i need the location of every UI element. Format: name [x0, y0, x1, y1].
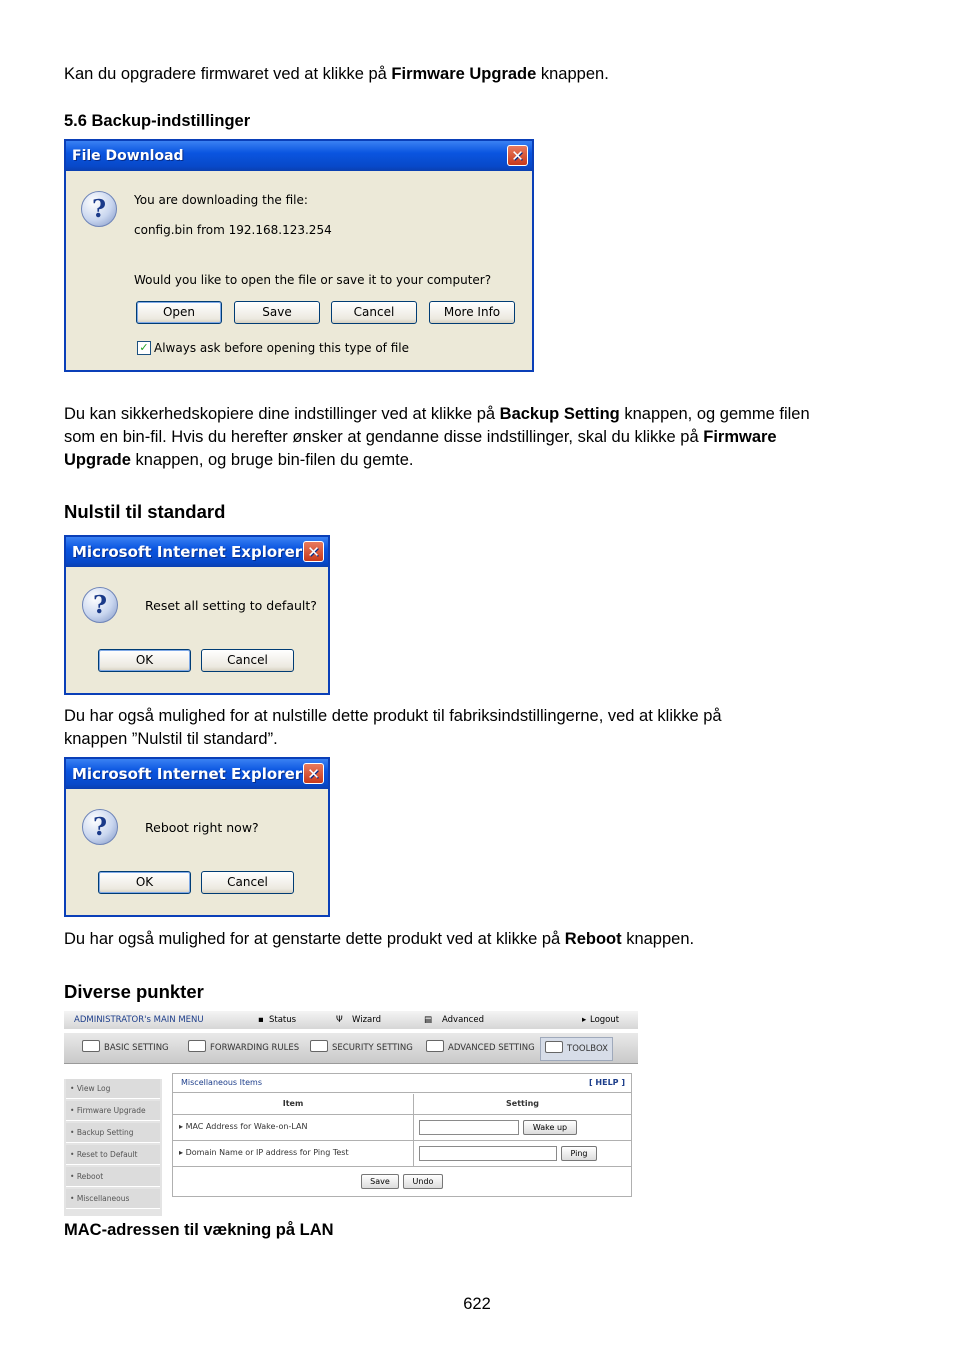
tab-basic-setting[interactable] — [82, 1037, 169, 1059]
undo-button[interactable]: Undo — [403, 1174, 443, 1189]
ok-button[interactable]: OK — [98, 649, 191, 672]
main-menu-link[interactable]: ADMINISTRATOR's MAIN MENU — [74, 1015, 204, 1025]
dialog-question: Would you like to open the file or save it to your computer? — [134, 273, 492, 287]
cancel-button[interactable]: Cancel — [331, 301, 417, 324]
text: knappen, og bruge bin-filen du gemte. — [130, 451, 414, 469]
dialog-titlebar — [66, 537, 328, 567]
miscellaneous-panel — [172, 1073, 632, 1197]
heading-reset: Nulstil til standard — [64, 501, 226, 522]
row-ping-label: ▸ Domain Name or IP address for Ping Test — [179, 1148, 349, 1157]
tab-forwarding-rules[interactable] — [188, 1037, 299, 1059]
dialog-body — [66, 789, 328, 915]
wizard-icon: Ψ — [336, 1015, 343, 1025]
reset-dialog — [64, 535, 330, 695]
open-button[interactable]: Open — [136, 301, 222, 324]
sidebar-item-label: Backup Setting — [76, 1128, 134, 1137]
sidebar-item-label: Reboot — [76, 1172, 104, 1181]
tab-bar — [64, 1033, 638, 1064]
backup-paragraph — [64, 403, 924, 472]
section-heading-backup: 5.6 Backup-indstillinger — [64, 112, 251, 130]
row-label: MAC Address for Wake-on-LAN — [185, 1122, 308, 1131]
text: Kan du opgradere firmwaret ved at klikke på — [64, 65, 392, 83]
col-setting-header: Setting — [414, 1094, 631, 1115]
ok-button[interactable]: OK — [98, 871, 191, 894]
sidebar-item-miscellaneous[interactable]: • Miscellaneous — [66, 1189, 160, 1209]
dialog-message: Reset all setting to default? — [145, 598, 317, 613]
sidebar — [64, 1079, 162, 1216]
dialog-title: File Download — [72, 148, 184, 164]
tab-label: TOOLBOX — [567, 1044, 608, 1054]
panel-title: Miscellaneous Items — [181, 1078, 263, 1087]
tab-label: ADVANCED SETTING — [448, 1043, 535, 1053]
more-info-button[interactable]: More Info — [429, 301, 515, 324]
question-icon: ? — [82, 809, 118, 845]
sidebar-item-reboot[interactable]: • Reboot — [66, 1167, 160, 1187]
tab-label: BASIC SETTING — [104, 1043, 169, 1053]
dialog-body — [66, 567, 328, 693]
wake-up-button[interactable]: Wake up — [523, 1120, 577, 1135]
lock-icon — [310, 1040, 328, 1052]
status-link[interactable]: Status — [269, 1015, 297, 1025]
bold-text: Firmware — [703, 428, 777, 446]
wizard-link[interactable]: Wizard — [352, 1015, 381, 1025]
dialog-message: Reboot right now? — [145, 820, 259, 835]
sidebar-item-firmware-upgrade[interactable]: • Firmware Upgrade — [66, 1101, 160, 1121]
cancel-button[interactable]: Cancel — [201, 649, 294, 672]
row-divider — [173, 1166, 631, 1167]
dialog-line-2: config.bin from 192.168.123.254 — [134, 223, 332, 237]
dialog-title: Microsoft Internet Explorer — [72, 543, 303, 561]
close-icon[interactable]: ✕ — [507, 145, 528, 166]
text: Du kan sikkerhedskopiere dine indstillinger ved at klikke på — [64, 405, 500, 423]
close-icon[interactable]: ✕ — [303, 541, 324, 562]
tab-label: SECURITY SETTING — [332, 1043, 413, 1053]
sidebar-item-label: Reset to Default — [76, 1150, 138, 1159]
question-icon: ? — [81, 191, 117, 227]
sidebar-item-label: Miscellaneous — [76, 1194, 130, 1203]
text: knappen. — [621, 930, 695, 948]
bold-text: Backup Setting — [499, 405, 620, 423]
panel-header — [173, 1074, 631, 1093]
row-label: Domain Name or IP address for Ping Test — [185, 1148, 349, 1157]
heading-misc: Diverse punkter — [64, 981, 204, 1002]
save-button[interactable]: Save — [234, 301, 320, 324]
advanced-icon: ▤ — [424, 1015, 433, 1025]
page-number: 622 — [463, 1295, 491, 1313]
intro-paragraph — [64, 63, 609, 86]
dialog-line-1: You are downloading the file: — [134, 193, 308, 207]
text: som en bin-fil. Hvis du herefter ønsker at gendanne disse indstillinger, skal du klikke på — [64, 428, 704, 446]
question-icon: ? — [82, 587, 118, 623]
checkbox-label: Always ask before opening this type of file — [154, 341, 409, 355]
ping-domain-input[interactable] — [419, 1146, 557, 1161]
dialog-body — [66, 171, 532, 370]
tab-toolbox[interactable] — [540, 1037, 613, 1061]
folder-icon — [82, 1040, 100, 1052]
heading-mac: MAC-adressen til vækning på LAN — [64, 1221, 334, 1239]
router-admin-screenshot — [64, 1011, 638, 1216]
sidebar-item-reset-to-default[interactable]: • Reset to Default — [66, 1145, 160, 1165]
file-download-dialog — [64, 139, 534, 372]
hand-icon — [188, 1040, 206, 1052]
sidebar-item-view-log[interactable]: • View Log — [66, 1079, 160, 1099]
toolbox-icon — [545, 1041, 563, 1053]
bold-text: Upgrade — [64, 451, 131, 469]
logout-arrow-icon: ▸ — [582, 1015, 587, 1025]
reset-paragraph — [64, 705, 722, 751]
save-button[interactable]: Save — [361, 1174, 399, 1189]
dialog-titlebar — [66, 759, 328, 789]
row-divider — [173, 1140, 631, 1141]
gear-icon — [426, 1040, 444, 1052]
close-icon[interactable]: ✕ — [303, 763, 324, 784]
status-icon: ▪ — [258, 1015, 264, 1025]
text: knappen. — [536, 65, 609, 83]
mac-address-input[interactable] — [419, 1120, 519, 1135]
text-line: knappen ”Nulstil til standard”. — [64, 730, 278, 748]
tab-label: FORWARDING RULES — [210, 1043, 300, 1053]
text: knappen, og gemme filen — [619, 405, 810, 423]
advanced-link[interactable]: Advanced — [442, 1015, 484, 1025]
column-divider — [413, 1114, 414, 1166]
help-link[interactable]: [ HELP ] — [588, 1078, 625, 1087]
text: Du har også mulighed for at genstarte dette produkt ved at klikke på — [64, 930, 565, 948]
reboot-dialog — [64, 757, 330, 917]
ping-button[interactable]: Ping — [561, 1146, 597, 1161]
logout-link[interactable]: Logout — [590, 1015, 620, 1025]
dialog-titlebar — [66, 141, 532, 171]
reboot-paragraph — [64, 928, 694, 951]
always-ask-checkbox[interactable]: ✓ — [137, 341, 151, 355]
col-item-header: Item — [173, 1094, 414, 1115]
row-wake-on-lan-label: ▸ MAC Address for Wake-on-LAN — [179, 1122, 308, 1131]
tab-advanced-setting[interactable] — [426, 1037, 535, 1059]
sidebar-item-label: View Log — [76, 1084, 111, 1093]
top-menu-bar — [64, 1011, 638, 1029]
cancel-button[interactable]: Cancel — [201, 871, 294, 894]
bold-text: Firmware Upgrade — [391, 65, 537, 83]
sidebar-item-label: Firmware Upgrade — [76, 1106, 146, 1115]
text-line: Du har også mulighed for at nulstille dette produkt til fabriksindstillingerne, ved at klikke på — [64, 707, 722, 725]
dialog-title: Microsoft Internet Explorer — [72, 765, 303, 783]
tab-security-setting[interactable] — [310, 1037, 413, 1059]
bold-text: Reboot — [564, 930, 622, 948]
sidebar-item-backup-setting[interactable]: • Backup Setting — [66, 1123, 160, 1143]
